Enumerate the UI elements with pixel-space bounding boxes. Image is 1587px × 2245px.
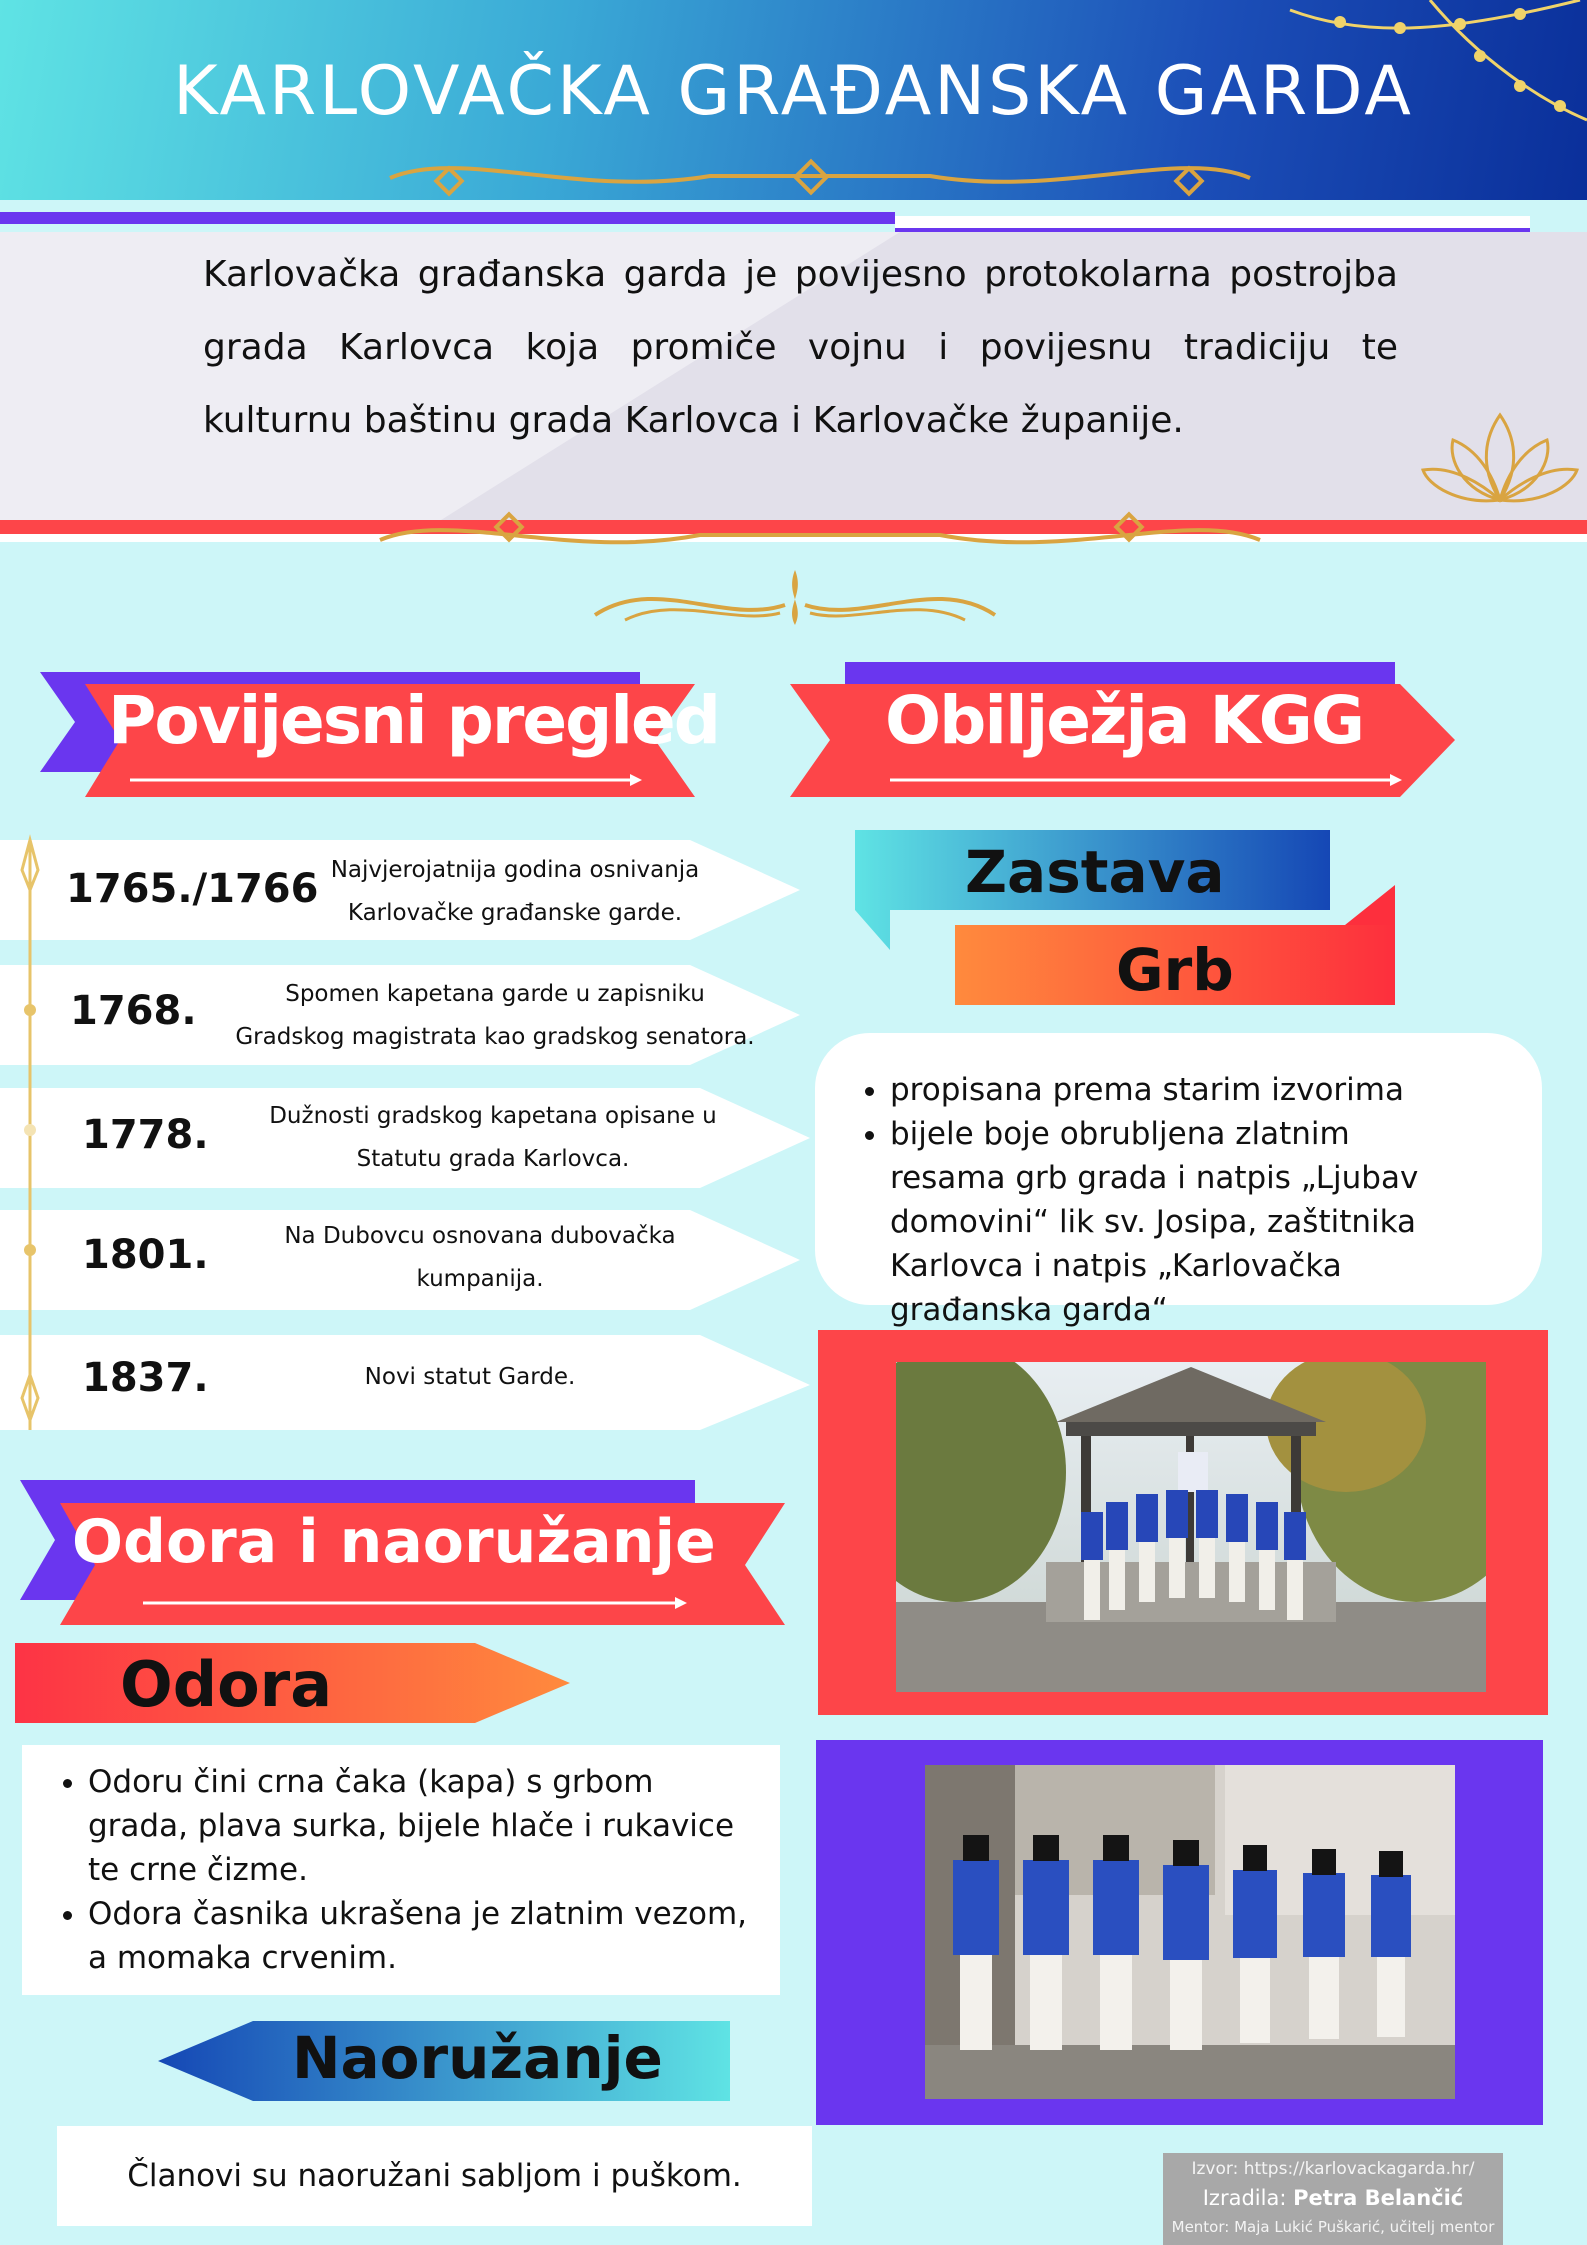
- timeline-year: 1801.: [82, 1232, 209, 1278]
- uniform-heading: Odora i naoružanje: [72, 1507, 716, 1577]
- credits-author-prefix: Izradila:: [1202, 2186, 1294, 2210]
- features-list: [858, 1068, 1458, 1332]
- timeline-year: 1778.: [82, 1112, 209, 1158]
- coat-of-arms-label: Grb: [1116, 936, 1234, 1004]
- credits-author: [1163, 2186, 1503, 2210]
- gold-ornament-top: [380, 148, 1260, 208]
- history-heading: Povijesni pregled: [108, 682, 720, 759]
- gold-flourish: [585, 565, 1005, 630]
- lotus-icon: [1418, 405, 1583, 515]
- page-title: KARLOVAČKA GRAĐANSKA GARDA: [173, 52, 1414, 131]
- intro-paragraph: Karlovačka građanska garda je povijesno protokolarna postrojba grada Karlovca koja promiče vojnu i povijesnu tradiciju te kulturnu baštinu grada Karlovca i Karlovačke županije.: [203, 254, 1398, 441]
- credits-mentor: Mentor: Maja Lukić Puškarić, učitelj mentor: [1171, 2218, 1495, 2236]
- guard-pavilion-photo: [896, 1362, 1486, 1692]
- gold-ornament-middle: [370, 500, 1270, 560]
- timeline-year: 1765./1766: [66, 866, 319, 912]
- timeline-desc: Spomen kapetana garde u zapisniku Gradskog magistrata kao gradskog senatora.: [235, 981, 755, 1050]
- timeline-desc: Novi statut Garde.: [364, 1364, 576, 1390]
- purple-stripe: [0, 212, 895, 224]
- timeline-desc: Na Dubovcu osnovana dubovačka kumpanija.: [284, 1223, 676, 1292]
- uniform-bullet: • Odoru čini crna čaka (kapa) s grbom grada, plava surka, bijele hlače i rukavice te crne čizme.: [88, 1760, 756, 1892]
- uniform-bullet: • Odora časnika ukrašena je zlatnim vezom, a momaka crvenim.: [88, 1892, 756, 1980]
- uniform-label: Odora: [120, 1648, 333, 1721]
- timeline-year: 1837.: [82, 1355, 209, 1401]
- timeline-desc: Najvjerojatnija godina osnivanja Karlovačke građanske garde.: [330, 857, 700, 926]
- credits-source: Izvor: https://karlovackagarda.hr/: [1191, 2159, 1475, 2179]
- weapons-label: Naoružanje: [292, 2024, 663, 2092]
- weapons-text: Članovi su naoružani sabljom i puškom.: [127, 2158, 742, 2194]
- features-heading: Obilježja KGG: [885, 682, 1364, 759]
- timeline-year: 1768.: [70, 988, 197, 1034]
- guard-lineup-photo: [925, 1765, 1455, 2099]
- features-bullet: • bijele boje obrubljena zlatnim resama grb grada i natpis „Ljubav domovini“ lik sv. Josipa, zaštitnika Karlovca i natpis „Karlovačka građanska garda“: [890, 1112, 1458, 1332]
- credits-author-name: Petra Belančić: [1293, 2186, 1464, 2210]
- features-bullet: • propisana prema starim izvorima: [890, 1068, 1458, 1112]
- timeline-desc: Dužnosti gradskog kapetana opisane u Statutu grada Karlovca.: [269, 1103, 717, 1172]
- uniform-list: [56, 1760, 756, 1980]
- flag-label: Zastava: [965, 838, 1225, 906]
- white-stripe: [895, 216, 1530, 228]
